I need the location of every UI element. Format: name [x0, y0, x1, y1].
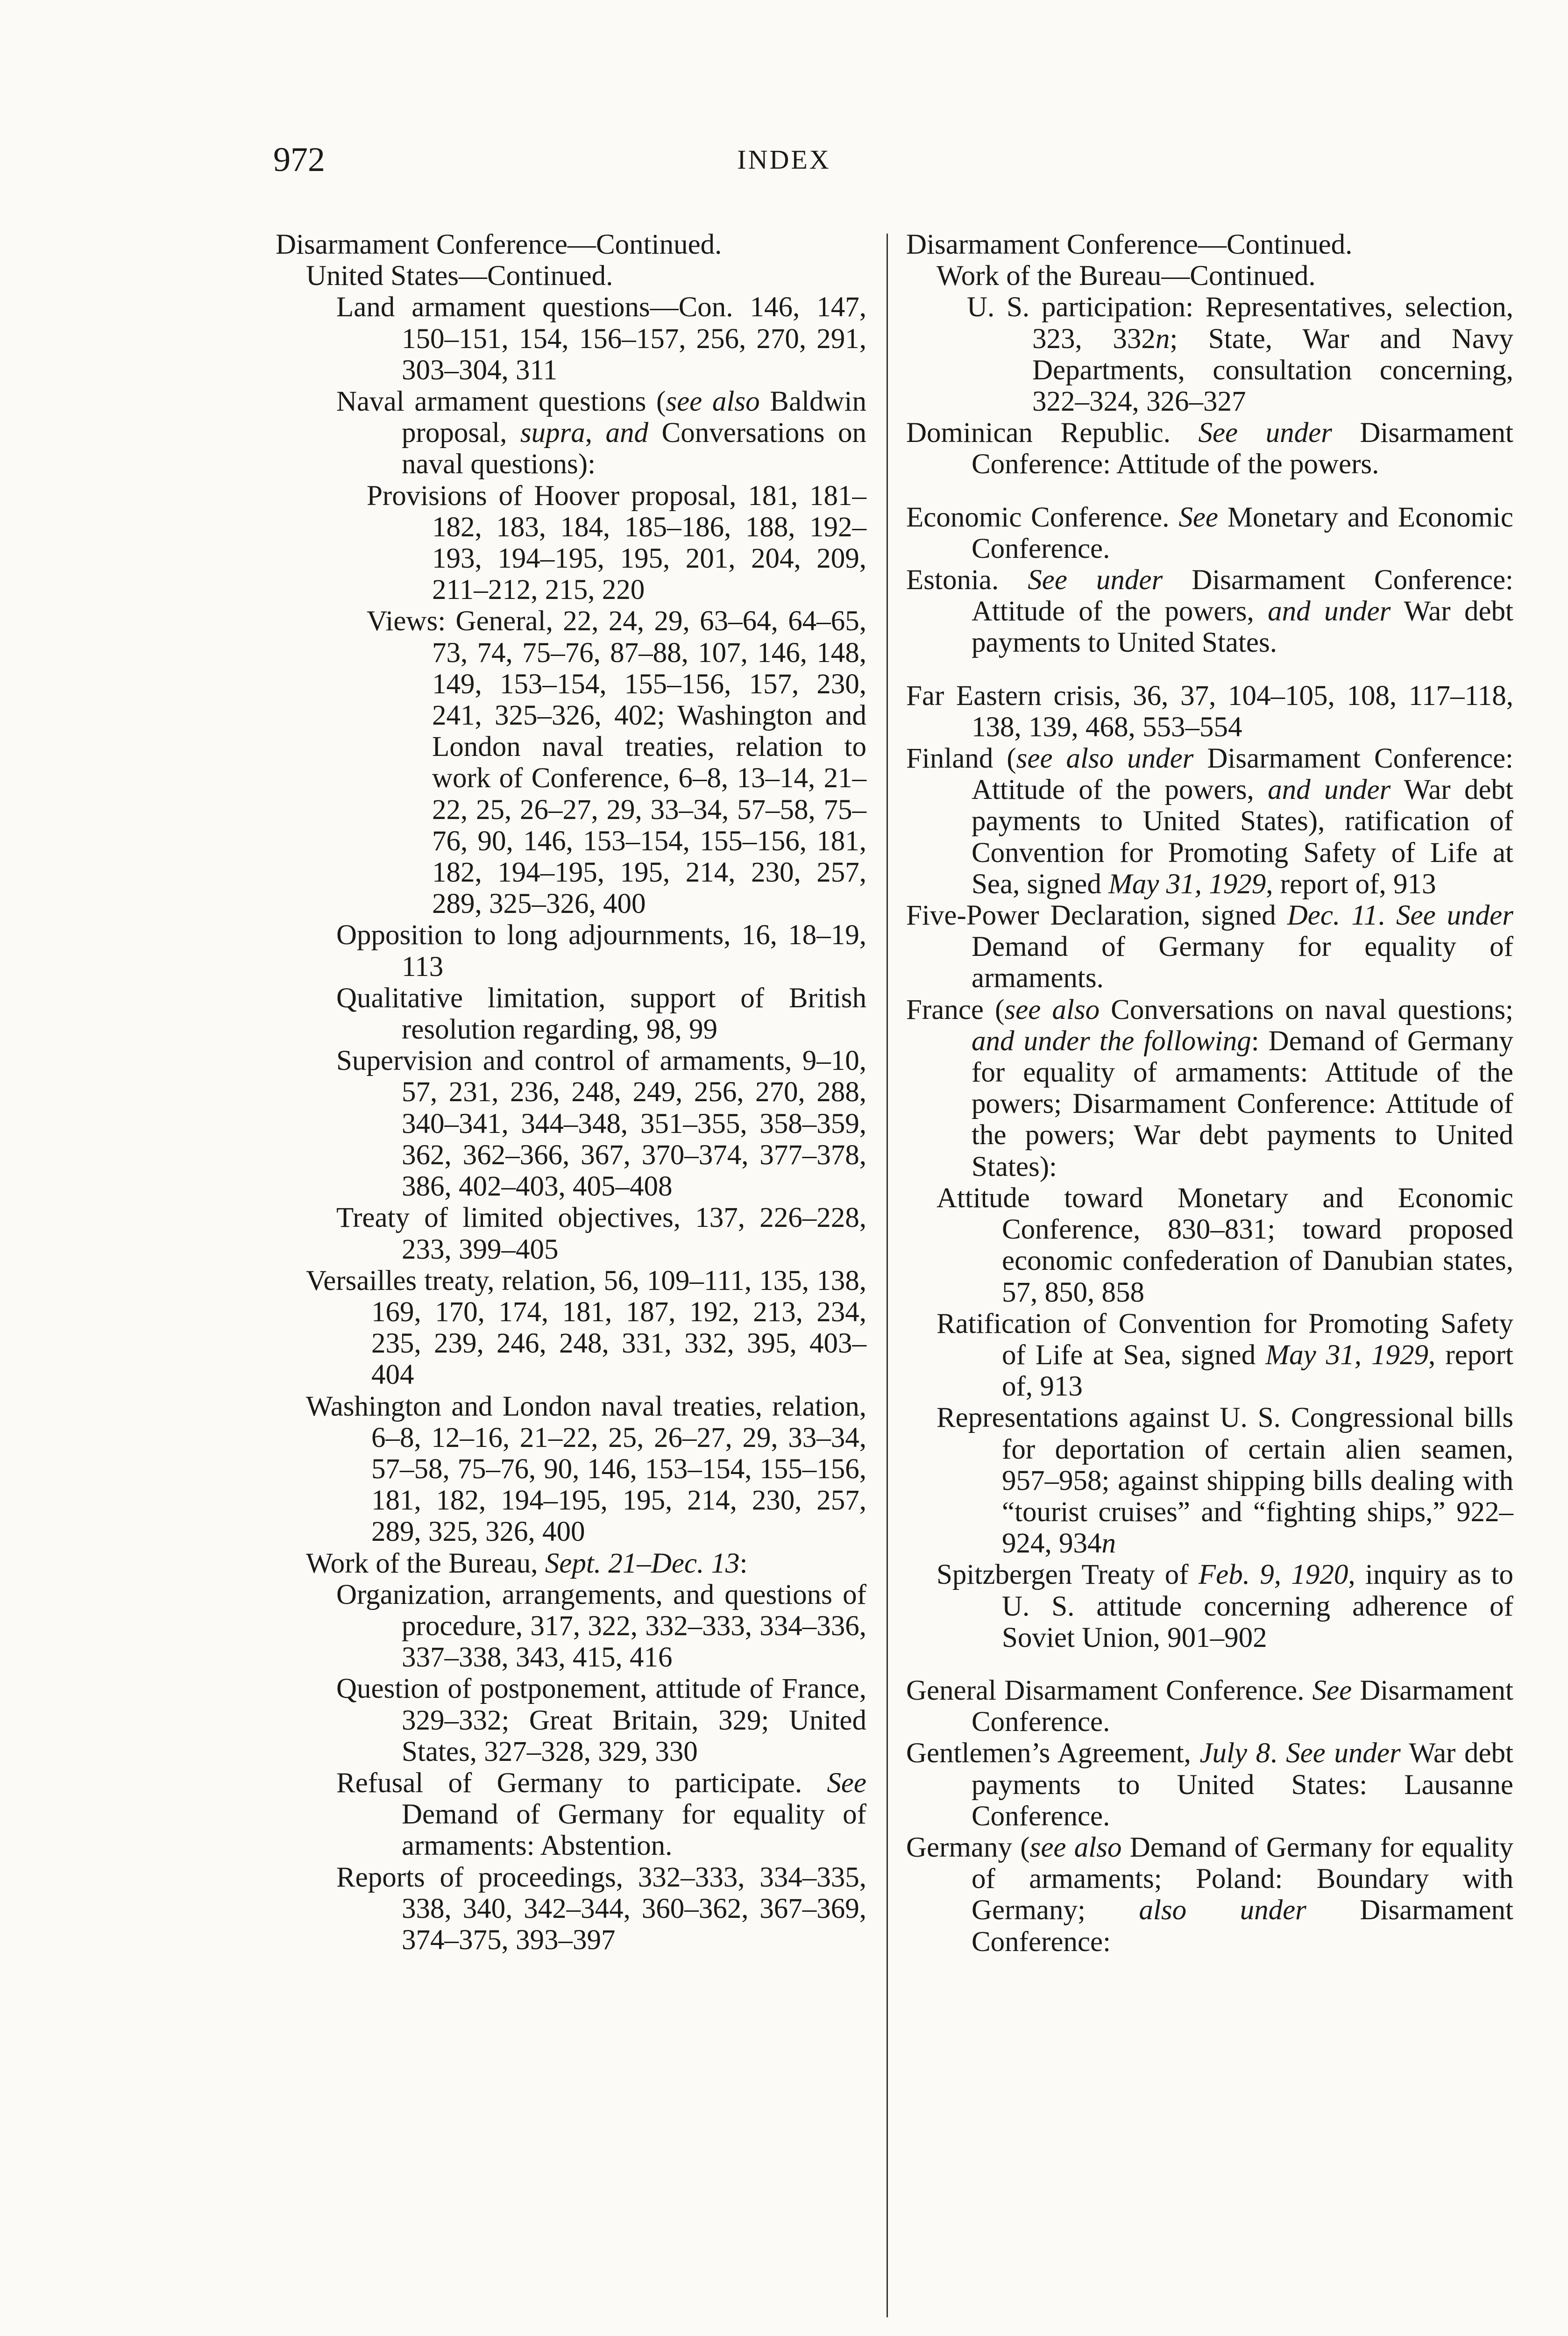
index-entry: Spitzbergen Treaty of Feb. 9, 1920, inquiry as to U. S. attitude concerning adherence of Soviet Union, 901–902: [937, 1559, 1513, 1653]
index-entry: Opposition to long adjournments, 16, 18–19, 113: [336, 919, 866, 983]
index-entry: Organization, arrangements, and questions of procedure, 317, 322, 332–333, 334–336, 337–338, 343, 415, 416: [336, 1579, 866, 1674]
index-entry: Five-Power Declaration, signed Dec. 11. See under Demand of Germany for equality of armaments.: [906, 900, 1513, 994]
index-entry: Views: General, 22, 24, 29, 63–64, 64–65, 73, 74, 75–76, 87–88, 107, 146, 148, 149, 153–154, 155–156, 157, 230, 241, 325–326, 402; Washington and London naval treaties, relation to work of Conference, 6–8, 13–14, 21–22, 25, 26–27, 29, 33–34, 57–58, 75–76, 90, 146, 153–154, 155–156, 181, 182, 194–195, 195, 214, 230, 257, 289, 325–326, 400: [367, 605, 866, 920]
index-entry: Work of the Bureau, Sept. 21–Dec. 13:: [306, 1547, 748, 1579]
index-entry: Washington and London naval treaties, relation, 6–8, 12–16, 21–22, 25, 26–27, 29, 33–34, 57–58, 75–76, 90, 146, 153–154, 155–156, 181, 182, 194–195, 195, 214, 230, 257, 289, 325, 326, 400: [306, 1390, 866, 1548]
index-entry: Question of postponement, attitude of France, 329–332; Great Britain, 329; United States, 327–328, 329, 330: [336, 1673, 866, 1767]
running-head: INDEX: [737, 144, 831, 175]
index-entry: Gentlemen’s Agreement, July 8. See under War debt payments to United States: Lausanne Conference.: [906, 1738, 1513, 1832]
index-entry: Dominican Republic. See under Disarmament Conference: Attitude of the powers.: [906, 417, 1513, 480]
index-entry: Far Eastern crisis, 36, 37, 104–105, 108, 117–118, 138, 139, 468, 553–554: [906, 680, 1513, 743]
index-entry: Representations against U. S. Congressional bills for deportation of certain alien seamen, 957–958; against shipping bills dealing with “tourist cruises” and “fighting ships,” 922–924, 934n: [937, 1402, 1513, 1560]
index-entry: Provisions of Hoover proposal, 181, 181–182, 183, 184, 185–186, 188, 192–193, 194–195, 195, 201, 204, 209, 211–212, 215, 220: [367, 480, 866, 606]
column-divider: [887, 234, 888, 2317]
index-entry: Ratification of Convention for Promoting Safety of Life at Sea, signed May 31, 1929, report of, 913: [937, 1308, 1513, 1403]
index-entry: United States—Continued.: [306, 260, 613, 292]
index-entry: Land armament questions—Con. 146, 147, 150–151, 154, 156–157, 256, 270, 291, 303–304, 311: [336, 292, 866, 386]
index-entry: Versailles treaty, relation, 56, 109–111, 135, 138, 169, 170, 174, 181, 187, 192, 213, 234, 235, 239, 246, 248, 331, 332, 395, 403–404: [306, 1265, 866, 1391]
index-entry: Attitude toward Monetary and Economic Conference, 830–831; toward proposed economic confederation of Danubian states, 57, 850, 858: [937, 1182, 1513, 1308]
index-entry: Economic Conference. See Monetary and Economic Conference.: [906, 501, 1513, 564]
index-entry: Germany (see also Demand of Germany for equality of armaments; Poland: Boundary with Germany; also under Disarmament Conference:: [906, 1831, 1513, 1958]
index-entry: Naval armament questions (see also Baldwin proposal, supra, and Conversations on naval questions):: [336, 386, 867, 480]
index-entry: General Disarmament Conference. See Disarmament Conference.: [906, 1674, 1513, 1738]
index-entry: Qualitative limitation, support of British resolution regarding, 98, 99: [336, 982, 866, 1046]
index-entry: Refusal of Germany to participate. See Demand of Germany for equality of armaments: Abstention.: [336, 1767, 866, 1862]
index-column-right: [906, 229, 1513, 1958]
index-entry: Estonia. See under Disarmament Conference: Attitude of the powers, and under War debt payments to United States.: [906, 564, 1513, 659]
index-entry: Finland (see also under Disarmament Conference: Attitude of the powers, and under War debt payments to United States), ratification of Convention for Promoting Safety of Life at Sea, signed May 31, 1929, report of, 913: [906, 743, 1513, 900]
index-entry: Work of the Bureau—Continued.: [937, 260, 1316, 292]
index-entry: Disarmament Conference—Continued.: [276, 229, 722, 260]
index-entry: Disarmament Conference—Continued.: [906, 229, 1353, 260]
page-number: 972: [273, 141, 325, 179]
index-entry: Reports of proceedings, 332–333, 334–335, 338, 340, 342–344, 360–362, 367–369, 374–375, 393–397: [336, 1861, 866, 1956]
index-entry: Supervision and control of armaments, 9–10, 57, 231, 236, 248, 249, 256, 270, 288, 340–341, 344–348, 351–355, 358–359, 362, 362–366, 367, 370–374, 377–378, 386, 402–403, 405–408: [336, 1045, 866, 1203]
page-header: [0, 140, 1568, 192]
index-entry: U. S. participation: Representatives, selection, 323, 332n; State, War and Navy Departments, consultation concerning, 322–324, 326–327: [967, 292, 1513, 418]
index-entry: Treaty of limited objectives, 137, 226–228, 233, 399–405: [336, 1202, 866, 1265]
index-entry: France (see also Conversations on naval questions; and under the following: Demand of Germany for equality of armaments: Attitude of the powers; Disarmament Conference: Attitude of the powers; War debt payments to United States):: [906, 994, 1514, 1182]
index-column-left: [276, 229, 866, 1956]
